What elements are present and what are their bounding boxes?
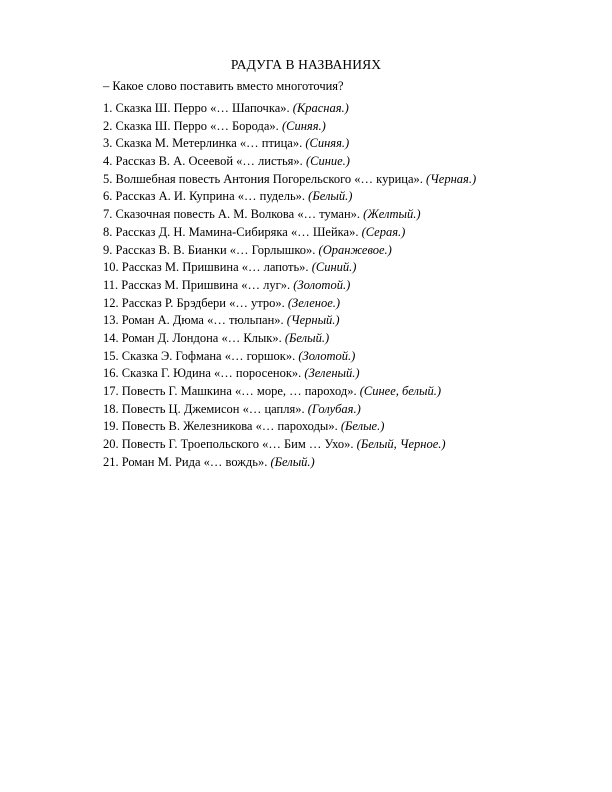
list-item <box>103 401 476 419</box>
item-text: 12. Рассказ Р. Брэдбери «… утро». <box>103 295 285 310</box>
list-item <box>103 188 476 206</box>
item-text: 4. Рассказ В. А. Осеевой «… листья». <box>103 154 303 169</box>
item-text: 7. Сказочная повесть А. М. Волкова «… туман». <box>103 207 361 222</box>
item-text: 20. Повесть Г. Троепольского «… Бим … Ухо». <box>103 437 354 452</box>
item-text: 16. Сказка Г. Юдина «… поросенок». <box>103 366 302 381</box>
item-answer: (Желтый.) <box>363 207 421 222</box>
list-item <box>103 365 476 383</box>
list-item <box>103 206 476 224</box>
item-answer: (Голубая.) <box>307 401 361 416</box>
item-text: 21. Роман М. Рида «… вождь». <box>103 454 268 469</box>
item-text: 9. Рассказ В. В. Бианки «… Горлышко». <box>103 242 316 257</box>
item-answer: (Серая.) <box>361 224 406 239</box>
item-text: 3. Сказка М. Метерлинка «… птица». <box>103 136 303 151</box>
item-answer: (Золотой.) <box>293 277 351 292</box>
item-text: 2. Сказка Ш. Перро «… Борода». <box>103 118 279 133</box>
item-answer: (Белый.) <box>270 454 315 469</box>
item-answer: (Синяя.) <box>305 136 350 151</box>
item-text: 19. Повесть В. Железникова «… пароходы». <box>103 419 338 434</box>
item-answer: (Синий.) <box>311 260 357 275</box>
item-text: 15. Сказка Э. Гофмана «… горшок». <box>103 348 296 363</box>
list-item <box>103 277 476 295</box>
item-answer: (Белый, Черное.) <box>356 437 446 452</box>
item-text: 8. Рассказ Д. Н. Мамина-Сибиряка «… Шейка». <box>103 224 359 239</box>
item-answer: (Белый.) <box>284 330 330 345</box>
item-text: 5. Волшебная повесть Антония Погорельского «… курица». <box>103 171 423 186</box>
list-item <box>103 418 476 436</box>
item-answer: (Зеленый.) <box>304 366 360 381</box>
document-title: РАДУГА В НАЗВАНИЯХ <box>230 57 382 72</box>
item-text: 11. Рассказ М. Пришвина «… луг». <box>103 277 291 292</box>
item-answer: (Оранжевое.) <box>318 242 392 257</box>
list-item <box>103 259 476 277</box>
item-text: 6. Рассказ А. И. Куприна «… пудель». <box>103 189 306 204</box>
item-answer: (Белые.) <box>340 419 385 434</box>
list-item <box>103 171 476 189</box>
question-text: – Какое слово поставить вместо многоточия? <box>103 79 344 93</box>
list-item <box>103 295 476 313</box>
item-answer: (Зеленое.) <box>287 295 341 310</box>
list-item <box>103 383 476 401</box>
item-text: 14. Роман Д. Лондона «… Клык». <box>103 330 282 345</box>
list-item <box>103 242 476 260</box>
list-item <box>103 135 476 153</box>
item-text: 17. Повесть Г. Машкина «… море, … пароход». <box>103 384 357 398</box>
item-answer: (Синяя.) <box>281 118 326 133</box>
item-answer: (Черная.) <box>426 171 477 186</box>
list-item <box>103 153 476 171</box>
list-item <box>103 118 476 136</box>
list-item <box>103 330 476 348</box>
list-item <box>103 348 476 366</box>
item-answer: (Красная.) <box>292 101 349 115</box>
item-answer: (Черный.) <box>286 313 340 328</box>
riddle-list <box>103 100 476 471</box>
list-item <box>103 100 476 118</box>
item-answer: (Золотой.) <box>298 348 356 363</box>
item-answer: (Синие.) <box>305 154 350 169</box>
item-text: 18. Повесть Ц. Джемисон «… цапля». <box>103 401 305 416</box>
item-answer: (Синее, белый.) <box>359 384 441 398</box>
item-text: 10. Рассказ М. Пришвина «… лапоть». <box>103 260 309 275</box>
item-text: 1. Сказка Ш. Перро «… Шапочка». <box>103 101 290 115</box>
list-item <box>103 312 476 330</box>
item-answer: (Белый.) <box>308 189 353 204</box>
list-item <box>103 454 476 472</box>
list-item <box>103 436 476 454</box>
list-item <box>103 224 476 242</box>
item-text: 13. Роман А. Дюма «… тюльпан». <box>103 313 284 328</box>
